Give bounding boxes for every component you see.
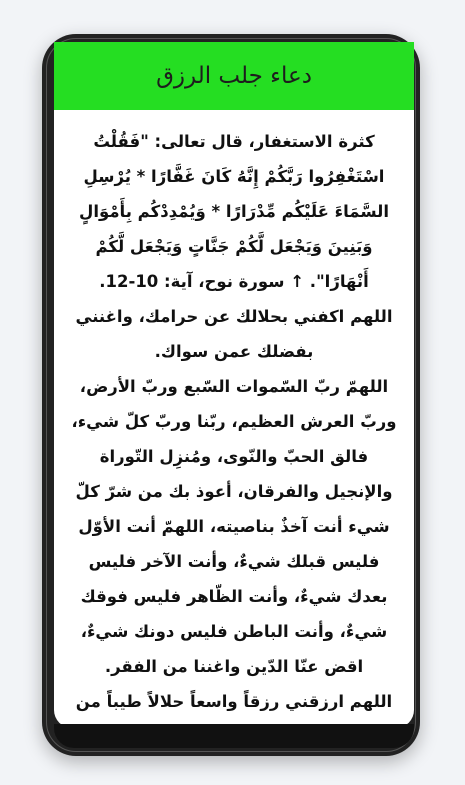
dua-content[interactable] (54, 110, 414, 754)
app-header (54, 42, 414, 110)
dua-paragraph: اللهم ارزقني رزقاً واسعاً حلالاً طيباً من (75, 692, 393, 711)
page-title: دعاء جلب الرزق (156, 63, 312, 89)
phone-bottom-bar (54, 724, 414, 748)
dua-paragraph: كثرة الاستغفار، قال تعالى: "فَقُلْتُ اسْتَغْفِرُوا رَبَّكُمْ إِنَّهُ كَانَ غَفَّارًا * يُرْسِلِ السَّمَاءَ عَلَيْكُم مِّدْرَارًا * وَيُمْدِدْكُم بِأَمْوَالٍ وَبَنِينَ وَيَجْعَل لَّكُمْ جَنَّاتٍ وَيَجْعَل لَّكُمْ أَنْهَارًا". ↑ سورة نوح، آية: 10-12. (79, 132, 389, 291)
app-screen (54, 42, 414, 728)
phone-frame (42, 34, 420, 756)
dua-paragraph: اللهمّ ربّ السّموات السّبع وربّ الأرض، وربّ العرش العظيم، ربّنا وربّ كلّ شيء، فالق الحبّ والنّوى، ومُنزِل التّوراة والإنجيل والفرقان، أعوذ بك من شرّ كلّ شيء أنت آخذٌ بناصيته، اللهمّ أنت الأوّل فليس قبلك شيءٌ، وأنت الآخر فليس بعدك شيءٌ، وأنت الظّاهر فليس فوقك شيءٌ، وأنت الباطن فليس دونك شيءٌ، اقض عنّا الدّين واغننا من الفقر. (71, 377, 397, 676)
dua-paragraph: اللهم اكفني بحلالك عن حرامك، واغنني بفضلك عمن سواك. (75, 307, 393, 361)
